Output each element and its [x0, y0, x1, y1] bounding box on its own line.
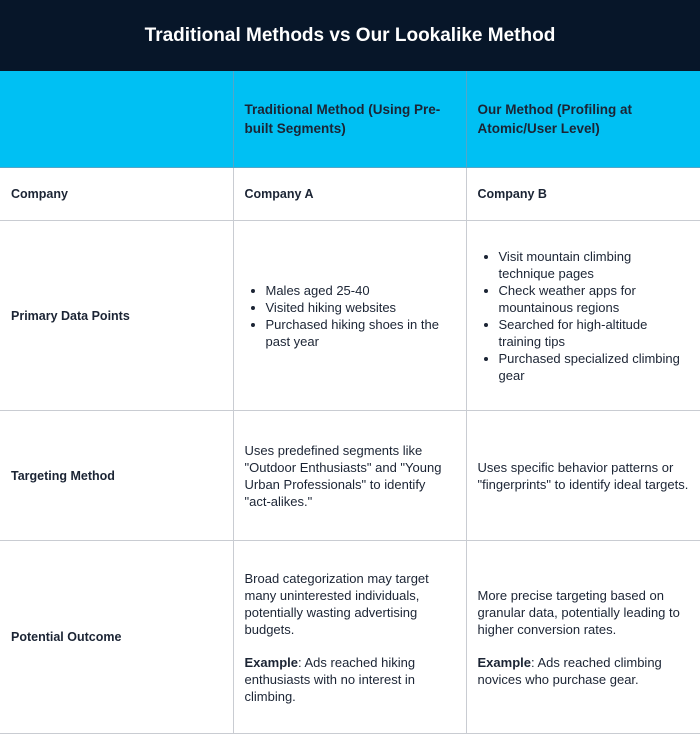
table-row-company: [0, 168, 700, 221]
row-label-cell: [0, 541, 233, 734]
header-ours-label: Our Method (Profiling at Atomic/User Level): [477, 102, 632, 136]
cell-ours-data-points: [466, 221, 700, 411]
cell-traditional-targeting: Uses predefined segments like "Outdoor Enthusiasts" and "Young Urban Professionals" to identify "act-alikes.": [233, 411, 466, 541]
table-header-row: [0, 71, 700, 168]
header-traditional-label: Traditional Method (Using Pre-built Segments): [244, 102, 441, 136]
cell-traditional-data-points: [233, 221, 466, 411]
comparison-table: [0, 71, 700, 734]
list-item: • Searched for high-altitude training tips: [499, 316, 690, 350]
list-item: • Visited hiking websites: [266, 299, 455, 316]
row-label-cell: [0, 168, 233, 221]
cell-traditional-outcome: Broad categorization may target many uninterested individuals, potentially wasting advertising budgets. Example: Ads reached hiking enthusiasts with no interest in climbing.: [233, 541, 466, 734]
example-label: Example: [477, 654, 531, 670]
cell-ours-outcome: More precise targeting based on granular data, potentially leading to higher conversion rates. Example: Ads reached climbing novices who purchase gear.: [466, 541, 700, 734]
cell-traditional-company: Company A: [233, 168, 466, 221]
row-label-cell: [0, 411, 233, 541]
list-item: • Purchased hiking shoes in the past year: [266, 316, 455, 350]
row-label-targeting: Targeting Method: [11, 468, 115, 483]
table-row-targeting: [0, 411, 700, 541]
example-label: Example: [244, 654, 298, 670]
cell-ours-company: Company B: [466, 168, 700, 221]
list-item: • Males aged 25-40: [266, 282, 455, 299]
header-cell-traditional: [233, 71, 466, 168]
row-label-cell: [0, 221, 233, 411]
header-cell-empty: [0, 71, 233, 168]
traditional-data-list: [245, 282, 455, 350]
cell-ours-targeting: Uses specific behavior patterns or "fingerprints" to identify ideal targets.: [466, 411, 700, 541]
page-title: [0, 0, 700, 71]
list-item: • Visit mountain climbing technique pages: [499, 248, 690, 282]
header-cell-ours: [466, 71, 700, 168]
list-item: • Check weather apps for mountainous regions: [499, 282, 690, 316]
row-label-company: Company: [11, 187, 68, 201]
table-row-data-points: [0, 221, 700, 411]
list-item: • Purchased specialized climbing gear: [499, 350, 690, 384]
row-label-outcome: Potential Outcome: [11, 630, 122, 644]
row-label-data-points: Primary Data Points: [11, 308, 130, 323]
page-title-text: Traditional Methods vs Our Lookalike Method: [144, 24, 556, 46]
ours-data-list: [478, 248, 690, 384]
table-row-outcome: [0, 541, 700, 734]
